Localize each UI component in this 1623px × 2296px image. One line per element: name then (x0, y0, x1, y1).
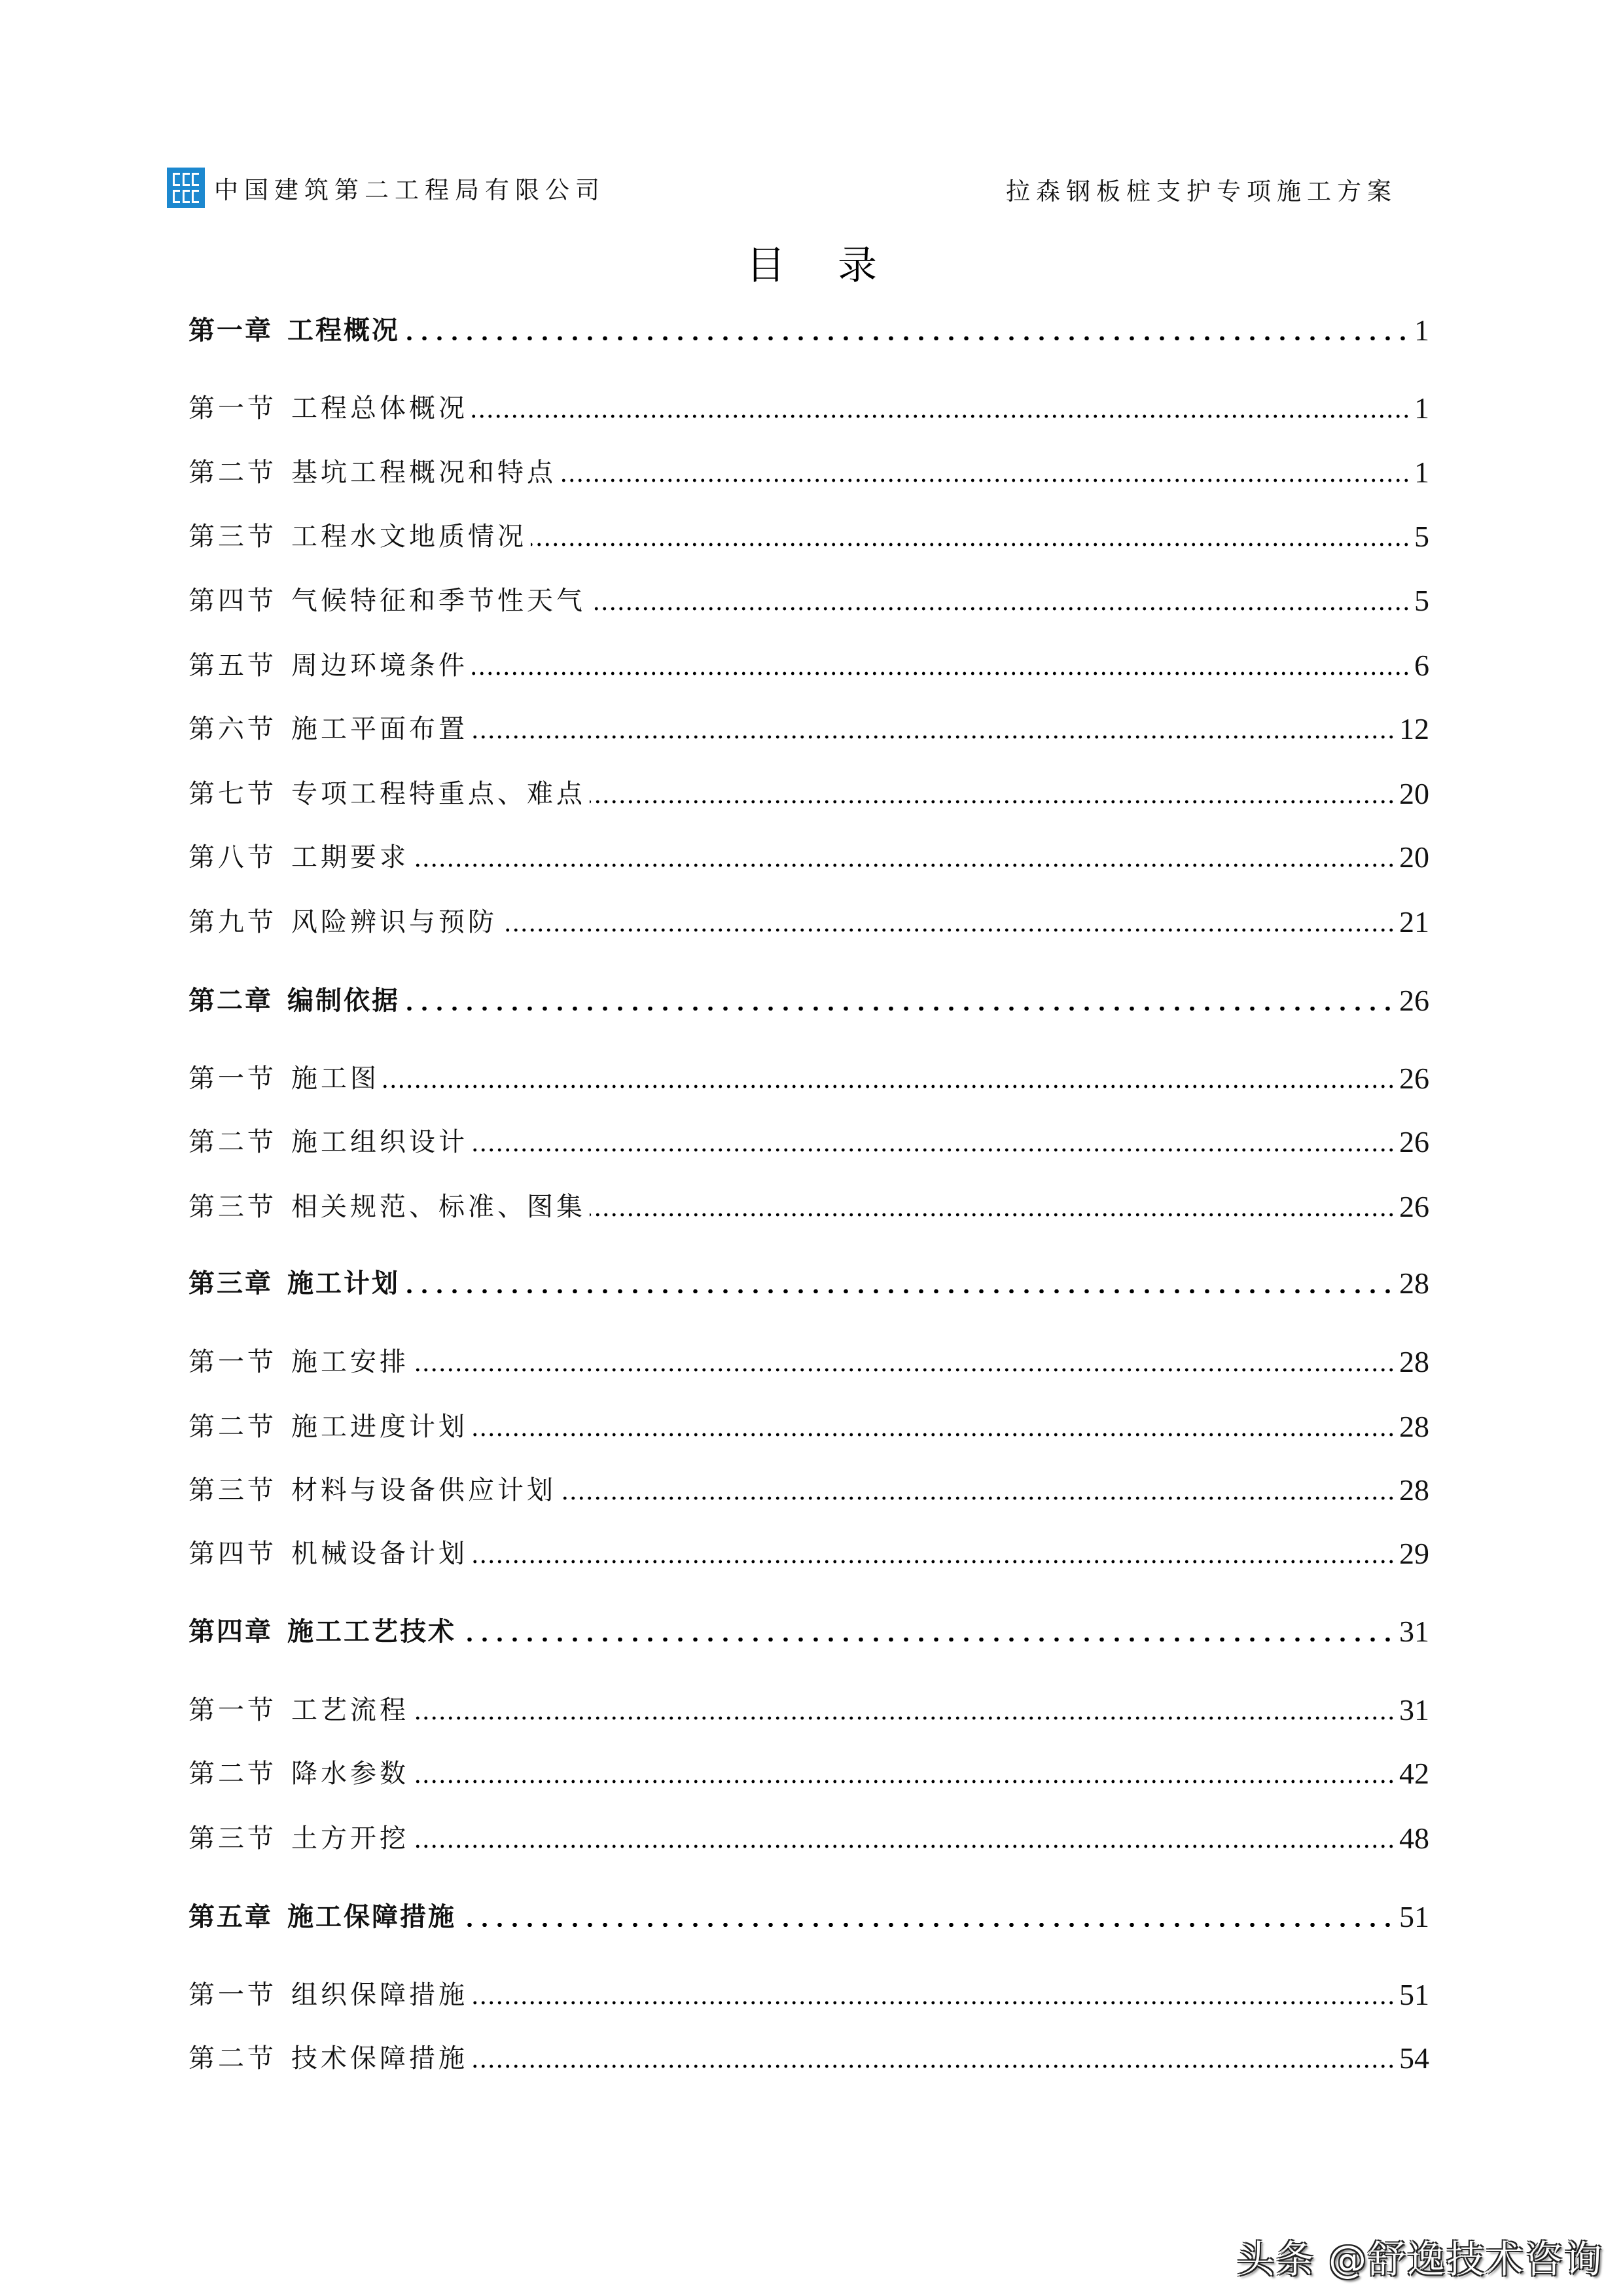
toc-section-entry[interactable] (188, 583, 1429, 619)
toc-page-number: 5 (1414, 584, 1429, 617)
dot-leader (472, 711, 1395, 747)
dot-leader (590, 583, 1410, 619)
dot-leader (472, 391, 1410, 426)
toc-section-entry[interactable] (188, 2041, 1429, 2076)
toc-entry-number: 第五章 (188, 1902, 273, 1932)
toc-entry-label (188, 1344, 409, 1380)
toc-page-number: 1 (1414, 456, 1429, 489)
dot-leader (413, 1756, 1395, 1791)
toc-entry-label (188, 313, 400, 348)
toc-section-entry[interactable] (188, 391, 1429, 426)
toc-entry-number: 第四节 (188, 586, 277, 616)
toc-entry-title: 施工图 (291, 1064, 380, 1094)
dot-leader (404, 313, 1410, 348)
toc-page-number: 5 (1414, 520, 1429, 553)
toc-entry-number: 第三节 (188, 1192, 277, 1222)
toc-page-number: 12 (1399, 712, 1429, 745)
toc-entry-title: 施工安排 (291, 1347, 409, 1377)
toc-section-entry[interactable] (188, 1061, 1429, 1096)
toc-entry-label (188, 905, 497, 940)
toc-entry-title: 工期要求 (291, 842, 409, 872)
toc-entry-label (188, 711, 468, 747)
toc-section-entry[interactable] (188, 1693, 1429, 1728)
toc-entry-number: 第四章 (188, 1617, 273, 1647)
dot-leader (590, 776, 1395, 812)
dot-leader (472, 2041, 1395, 2076)
toc-chapter-entry[interactable] (188, 1614, 1429, 1649)
toc-page-number: 29 (1399, 1537, 1429, 1570)
toc-entry-label (188, 1536, 468, 1571)
toc-entry-number: 第六节 (188, 714, 277, 744)
toc-entry-number: 第一节 (188, 1980, 277, 2010)
toc-page-number: 1 (1414, 391, 1429, 425)
toc-entry-label (188, 983, 400, 1018)
toc-entry-number: 第九节 (188, 907, 277, 937)
document-title: 拉森钢板桩支护专项施工方案 (1006, 177, 1397, 206)
toc-section-entry[interactable] (188, 1977, 1429, 2013)
toc-entry-label (188, 455, 556, 490)
toc-entry-number: 第二节 (188, 457, 277, 488)
toc-entry-title: 施工工艺技术 (287, 1617, 456, 1647)
toc-entry-number: 第三章 (188, 1268, 273, 1299)
toc-entry-number: 第二节 (188, 2043, 277, 2073)
dot-leader (413, 1344, 1395, 1380)
toc-entry-label (188, 1614, 456, 1649)
toc-entry-title: 施工平面布置 (291, 714, 468, 744)
toc-page-number: 26 (1399, 1125, 1429, 1158)
toc-entry-title: 组织保障措施 (291, 1980, 468, 2010)
toc-entry-title: 工程概况 (287, 315, 400, 346)
dot-leader (531, 519, 1410, 554)
title-part-1: 目 (746, 243, 785, 289)
toc-entry-number: 第一章 (188, 315, 273, 346)
toc-entry-number: 第三节 (188, 522, 277, 552)
toc-section-entry[interactable] (188, 1189, 1429, 1225)
toc-page-number: 54 (1399, 2041, 1429, 2075)
toc-entry-number: 第五节 (188, 651, 277, 681)
dot-leader (501, 905, 1395, 940)
toc-entry-title: 施工计划 (287, 1268, 400, 1299)
toc-entry-title: 基坑工程概况和特点 (291, 457, 556, 488)
toc-section-entry[interactable] (188, 1409, 1429, 1444)
toc-entry-label (188, 2041, 468, 2076)
toc-entry-number: 第一节 (188, 1347, 277, 1377)
toc-entry-number: 第三节 (188, 1475, 277, 1505)
toc-section-entry[interactable] (188, 1756, 1429, 1791)
toc-page-number: 51 (1399, 1978, 1429, 2011)
dot-leader (383, 1061, 1395, 1096)
toc-page-number: 1 (1414, 314, 1429, 347)
toc-entry-title: 相关规范、标准、图集 (291, 1192, 586, 1222)
toc-chapter-entry[interactable] (188, 313, 1429, 348)
toc-section-entry[interactable] (188, 1473, 1429, 1508)
toc-entry-number: 第八节 (188, 842, 277, 872)
toc-page-number: 31 (1399, 1615, 1429, 1648)
toc-entry-label (188, 840, 409, 875)
toc-entry-number: 第二节 (188, 1127, 277, 1157)
toc-section-entry[interactable] (188, 455, 1429, 490)
toc-entry-label (188, 1756, 409, 1791)
toc-entry-number: 第七节 (188, 779, 277, 809)
dot-leader (404, 983, 1395, 1018)
toc-entry-label (188, 776, 586, 812)
toc-entry-title: 机械设备计划 (291, 1539, 468, 1569)
dot-leader (413, 1821, 1395, 1856)
toc-section-entry[interactable] (188, 648, 1429, 683)
toc-entry-title: 工程总体概况 (291, 393, 468, 423)
toc-entry-title: 风险辨识与预防 (291, 907, 497, 937)
toc-page-number: 20 (1399, 777, 1429, 810)
toc-section-entry[interactable] (188, 840, 1429, 875)
toc-entry-number: 第二节 (188, 1759, 277, 1789)
toc-section-entry[interactable] (188, 776, 1429, 812)
toc-page-number: 28 (1399, 1345, 1429, 1378)
toc-section-entry[interactable] (188, 1821, 1429, 1856)
toc-entry-label (188, 519, 527, 554)
watermark: 头条 @舒逸技术咨询 (1236, 2237, 1603, 2282)
dot-leader (472, 1124, 1395, 1160)
toc-entry-title: 工艺流程 (291, 1695, 409, 1725)
toc-entry-label (188, 1266, 400, 1301)
toc-page-number: 51 (1399, 1900, 1429, 1933)
toc-entry-label (188, 1189, 586, 1225)
toc-page-number: 28 (1399, 1410, 1429, 1443)
title-part-2: 录 (838, 243, 877, 289)
toc-page-number: 26 (1399, 1062, 1429, 1095)
dot-leader (413, 840, 1395, 875)
toc-entry-label (188, 391, 468, 426)
toc-page-number: 28 (1399, 1473, 1429, 1507)
toc-section-entry[interactable] (188, 1124, 1429, 1160)
toc-section-entry[interactable] (188, 1344, 1429, 1380)
toc-entry-title: 编制依据 (287, 986, 400, 1016)
toc-page-number: 26 (1399, 1190, 1429, 1223)
toc-entry-title: 材料与设备供应计划 (291, 1475, 556, 1505)
toc-page-number: 31 (1399, 1693, 1429, 1727)
toc-entry-label (188, 648, 468, 683)
toc-entry-title: 专项工程特重点、难点 (291, 779, 586, 809)
toc-entry-number: 第四节 (188, 1539, 277, 1569)
dot-leader (472, 1536, 1395, 1571)
toc-page-number: 42 (1399, 1757, 1429, 1790)
toc-page-number: 26 (1399, 984, 1429, 1017)
dot-leader (460, 1899, 1395, 1935)
toc-entry-number: 第二节 (188, 1412, 277, 1442)
toc-entry-label (188, 1693, 409, 1728)
toc-entry-number: 第二章 (188, 986, 273, 1016)
toc-entry-number: 第一节 (188, 393, 277, 423)
dot-leader (560, 1473, 1395, 1508)
toc-page-number: 21 (1399, 905, 1429, 939)
toc-entry-label (188, 583, 586, 619)
toc-entry-label (188, 1473, 556, 1508)
dot-leader (472, 1977, 1395, 2013)
toc-section-entry[interactable] (188, 711, 1429, 747)
dot-leader (460, 1614, 1395, 1649)
toc-entry-label (188, 1977, 468, 2013)
toc-entry-label (188, 1899, 456, 1935)
toc-chapter-entry[interactable] (188, 983, 1429, 1018)
toc-page-number: 6 (1414, 649, 1429, 682)
toc-entry-label (188, 1821, 409, 1856)
dot-leader (413, 1693, 1395, 1728)
toc-entry-number: 第一节 (188, 1064, 277, 1094)
toc-entry-title: 气候特征和季节性天气 (291, 586, 586, 616)
toc-entry-number: 第一节 (188, 1695, 277, 1725)
toc-page-number: 48 (1399, 1821, 1429, 1855)
toc-entry-label (188, 1409, 468, 1444)
company-name: 中国建筑第二工程局有限公司 (214, 176, 605, 204)
toc-entry-title: 施工进度计划 (291, 1412, 468, 1442)
toc-entry-title: 技术保障措施 (291, 2043, 468, 2073)
toc-entry-title: 土方开挖 (291, 1823, 409, 1854)
dot-leader (404, 1266, 1395, 1301)
toc-chapter-entry[interactable] (188, 1899, 1429, 1935)
toc-entry-title: 降水参数 (291, 1759, 409, 1789)
toc-chapter-entry[interactable] (188, 1266, 1429, 1301)
cscec-logo-icon (167, 168, 205, 208)
toc-entry-title: 周边环境条件 (291, 651, 468, 681)
dot-leader (560, 455, 1410, 490)
toc-section-entry[interactable] (188, 519, 1429, 554)
toc-page-number: 20 (1399, 840, 1429, 874)
toc-entry-number: 第三节 (188, 1823, 277, 1854)
toc-entry-title: 工程水文地质情况 (291, 522, 527, 552)
dot-leader (472, 648, 1410, 683)
toc-entry-label (188, 1061, 380, 1096)
toc-page-number: 28 (1399, 1266, 1429, 1300)
dot-leader (472, 1409, 1395, 1444)
toc-entry-title: 施工保障措施 (287, 1902, 456, 1932)
toc-entry-title: 施工组织设计 (291, 1127, 468, 1157)
header-left (167, 168, 605, 208)
toc-section-entry[interactable] (188, 905, 1429, 940)
page-title (0, 234, 1623, 291)
dot-leader (590, 1189, 1395, 1225)
toc-entry-label (188, 1124, 468, 1160)
toc-section-entry[interactable] (188, 1536, 1429, 1571)
